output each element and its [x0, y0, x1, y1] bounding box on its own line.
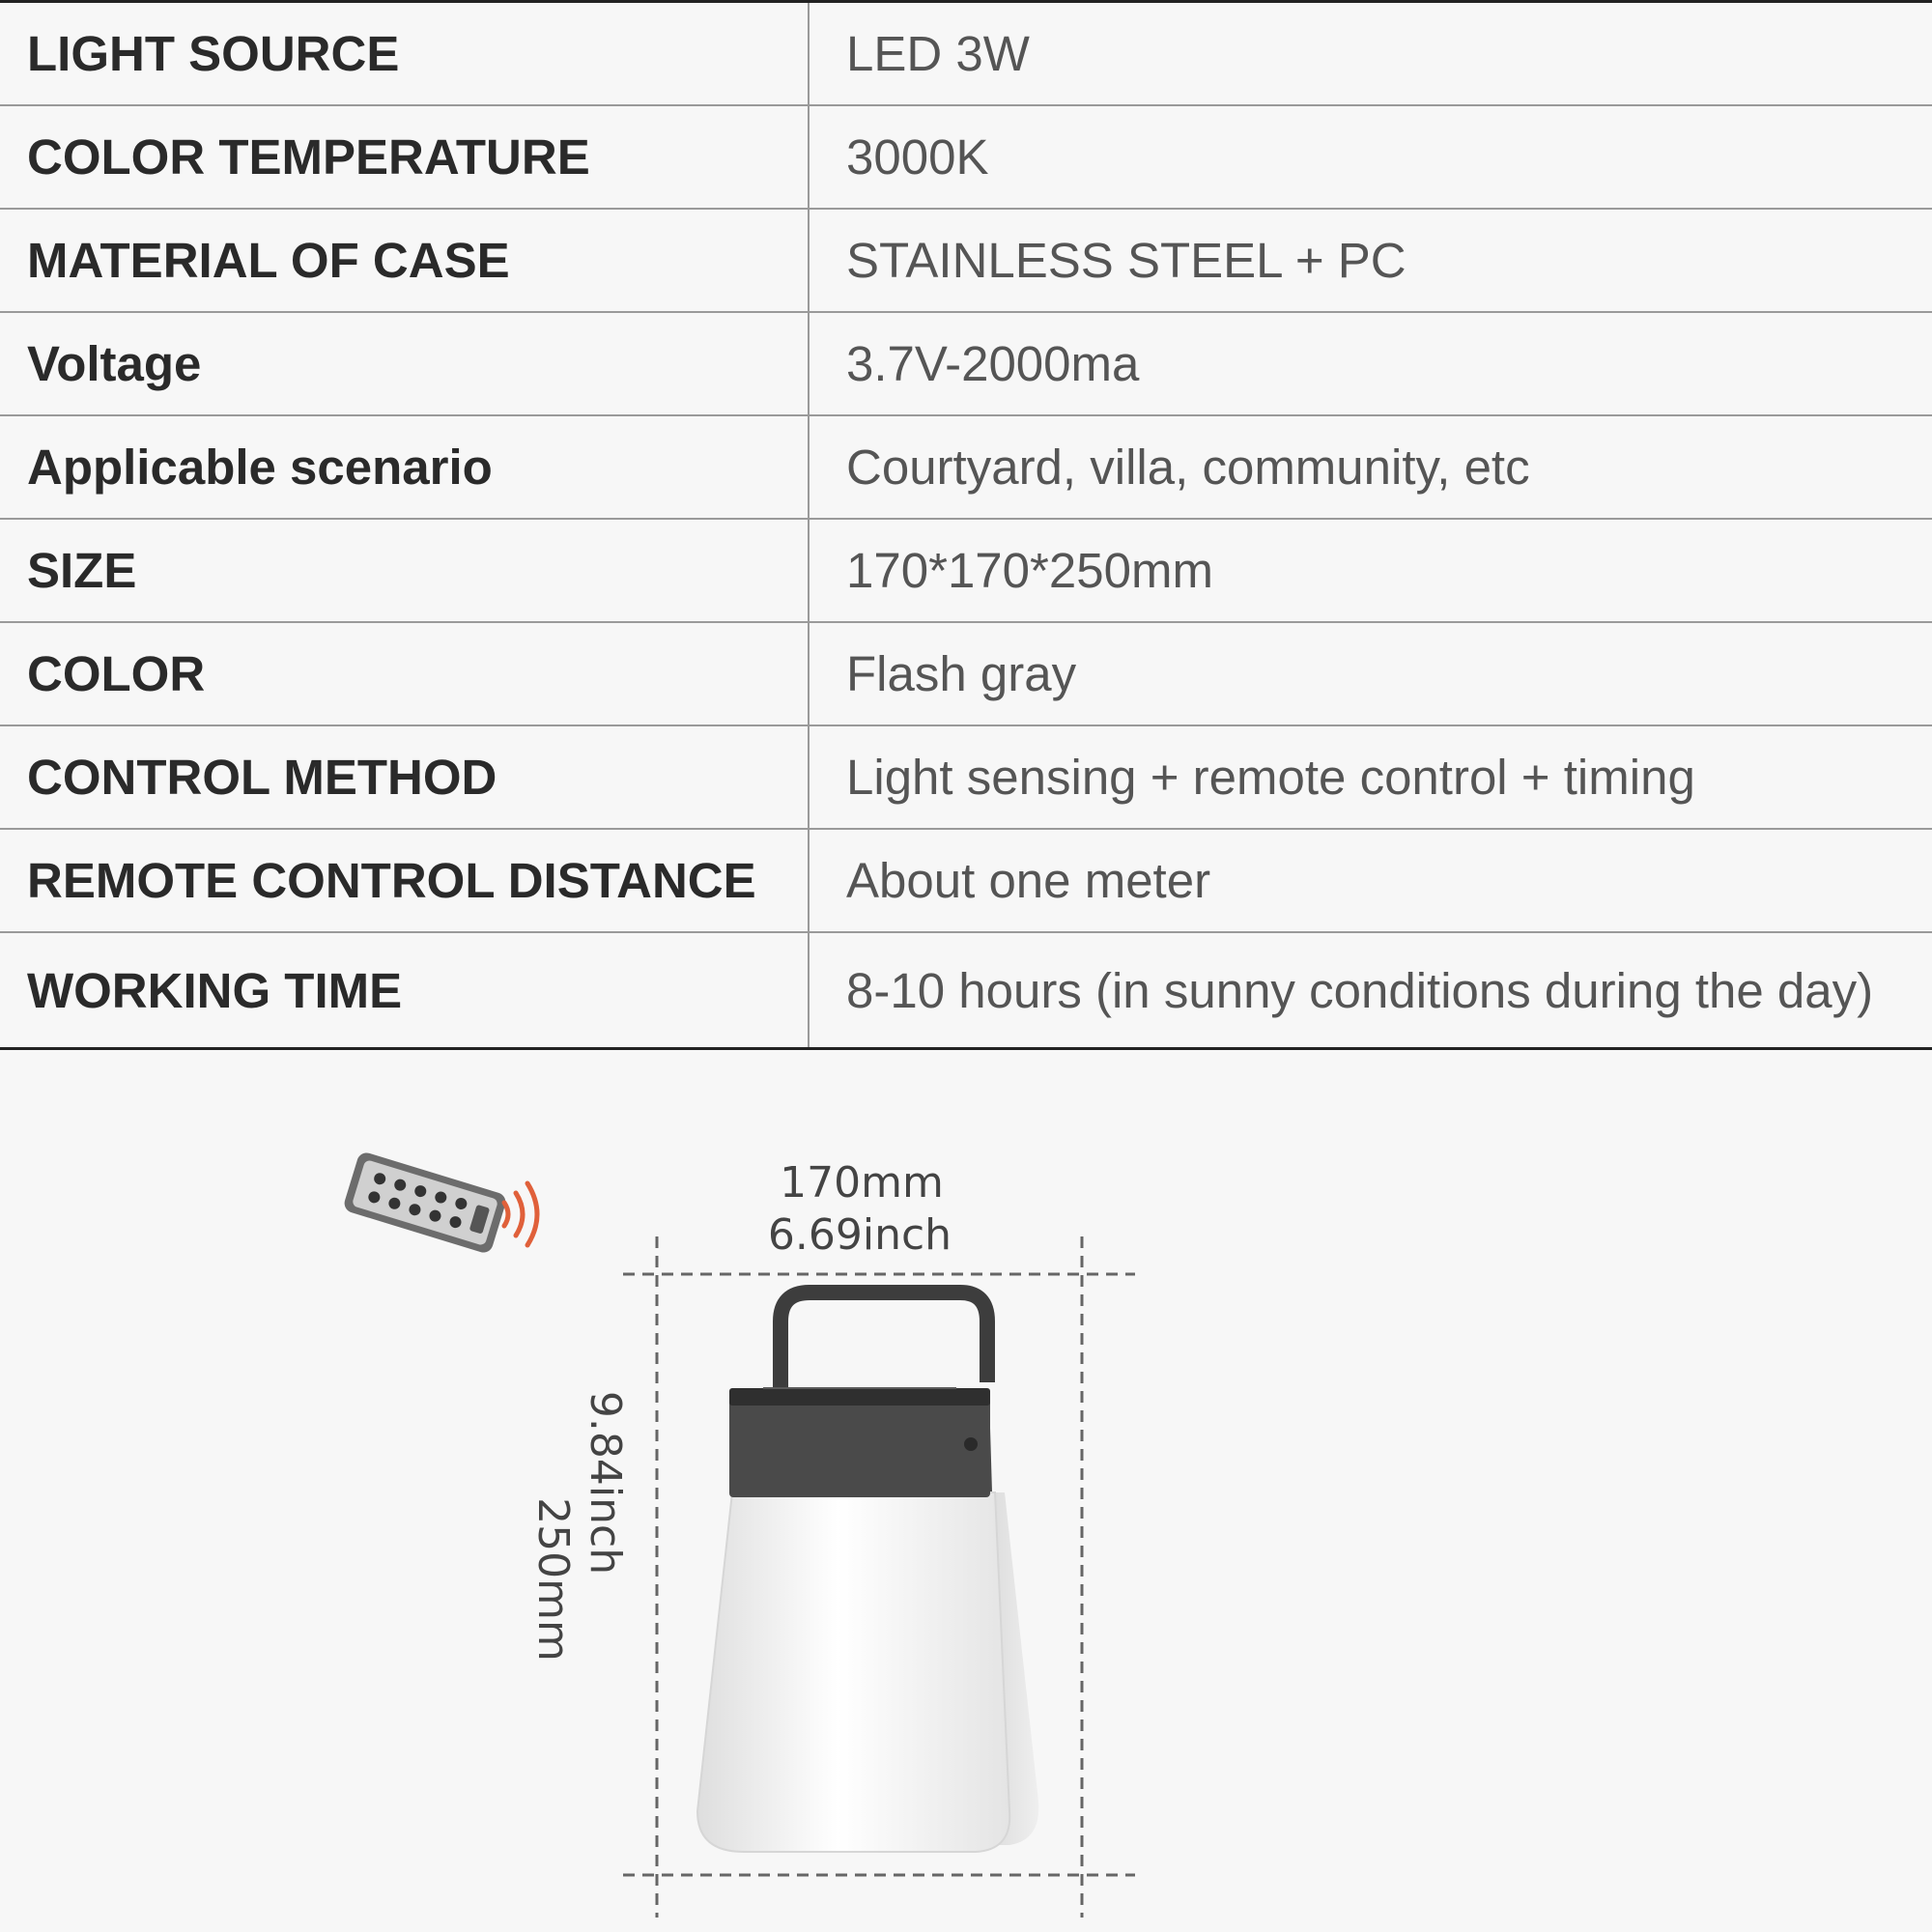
spec-value: 3.7V-2000ma	[846, 336, 1140, 391]
spec-row-scenario	[0, 416, 1932, 520]
width-mm-label: 170mm	[780, 1158, 944, 1208]
product-dimension-diagram	[0, 1048, 1932, 1932]
spec-value: About one meter	[846, 853, 1211, 908]
spec-value: Courtyard, villa, community, etc	[846, 440, 1530, 495]
spec-row-working-time	[0, 933, 1932, 1047]
spec-label: REMOTE CONTROL DISTANCE	[0, 830, 810, 931]
width-inch-label: 6.69inch	[767, 1210, 952, 1260]
remote-control-icon	[342, 1151, 508, 1255]
spec-label: COLOR TEMPERATURE	[0, 106, 810, 208]
spec-row-light-source	[0, 3, 1932, 106]
lantern-image	[697, 1293, 1038, 1852]
spec-value: 3000K	[846, 129, 989, 185]
spec-label: Applicable scenario	[0, 416, 810, 518]
spec-row-color-temperature	[0, 106, 1932, 210]
spec-value: Flash gray	[846, 646, 1077, 701]
spec-label: Voltage	[0, 313, 810, 414]
spec-value: LED 3W	[846, 26, 1030, 81]
spec-value: 170*170*250mm	[846, 543, 1213, 598]
spec-row-size	[0, 520, 1932, 623]
height-mm-label: 250mm	[528, 1497, 578, 1662]
spec-label: SIZE	[0, 520, 810, 621]
spec-row-color	[0, 623, 1932, 726]
spec-row-control-method	[0, 726, 1932, 830]
spec-value: STAINLESS STEEL + PC	[846, 233, 1406, 288]
spec-row-remote-distance	[0, 830, 1932, 933]
spec-label: MATERIAL OF CASE	[0, 210, 810, 311]
height-inch-label: 9.84inch	[581, 1390, 630, 1576]
spec-label: WORKING TIME	[0, 933, 810, 1047]
spec-label: COLOR	[0, 623, 810, 724]
spec-value: 8-10 hours (in sunny conditions during the day)	[846, 962, 1874, 1018]
spec-label: LIGHT SOURCE	[0, 3, 810, 104]
spec-label: CONTROL METHOD	[0, 726, 810, 828]
signal-waves-icon	[504, 1183, 537, 1245]
spec-row-voltage	[0, 313, 1932, 416]
spec-row-material	[0, 210, 1932, 313]
spec-value: Light sensing + remote control + timing	[846, 750, 1695, 805]
